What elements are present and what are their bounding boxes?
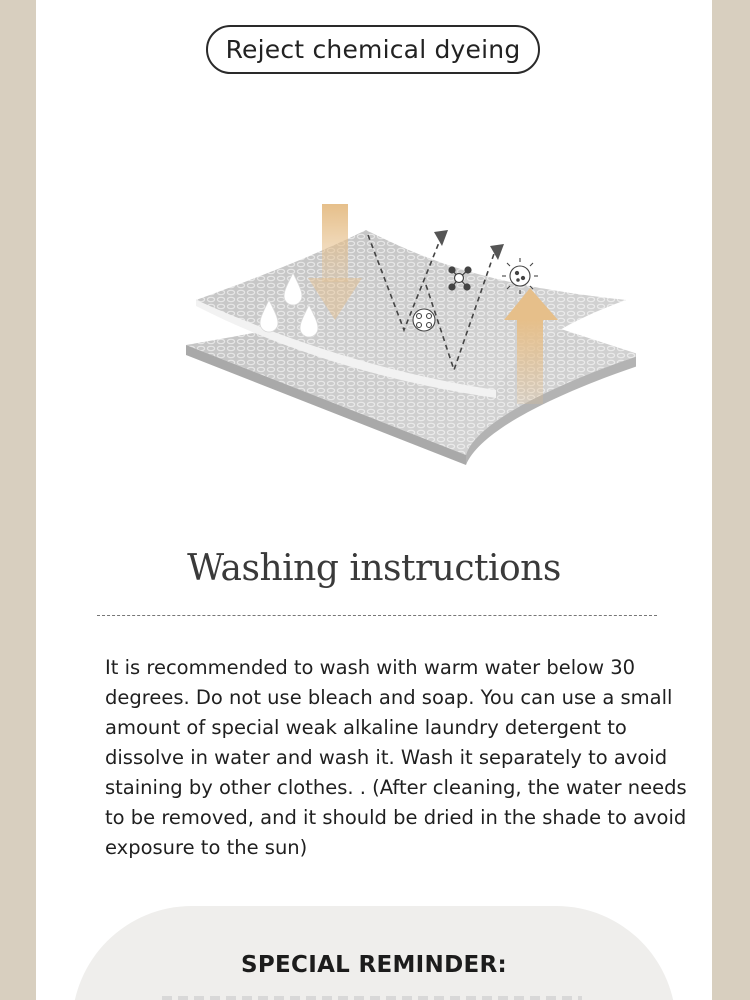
special-reminder-card <box>72 906 676 1000</box>
washing-instructions-title: Washing instructions <box>187 548 561 589</box>
fiber-icon <box>413 309 435 331</box>
reminder-text-clipped <box>162 996 582 1000</box>
feature-pill-label: Reject chemical dyeing <box>206 25 540 74</box>
fabric-illustration <box>136 170 636 490</box>
dashed-divider <box>97 615 657 616</box>
product-detail-panel <box>36 0 712 1000</box>
special-reminder-title: SPECIAL REMINDER: <box>241 952 507 978</box>
washing-instructions-text: It is recommended to wash with warm water below 30 degrees. Do not use bleach and soap. You can use a small amount of special weak alkaline laundry detergent to dissolve in water and wash it. Wash it separately to avoid staining by other clothes. . (After cleaning, the water needs to be removed, and it should be dried in the shade to avoid exposure to the sun) <box>105 656 687 859</box>
